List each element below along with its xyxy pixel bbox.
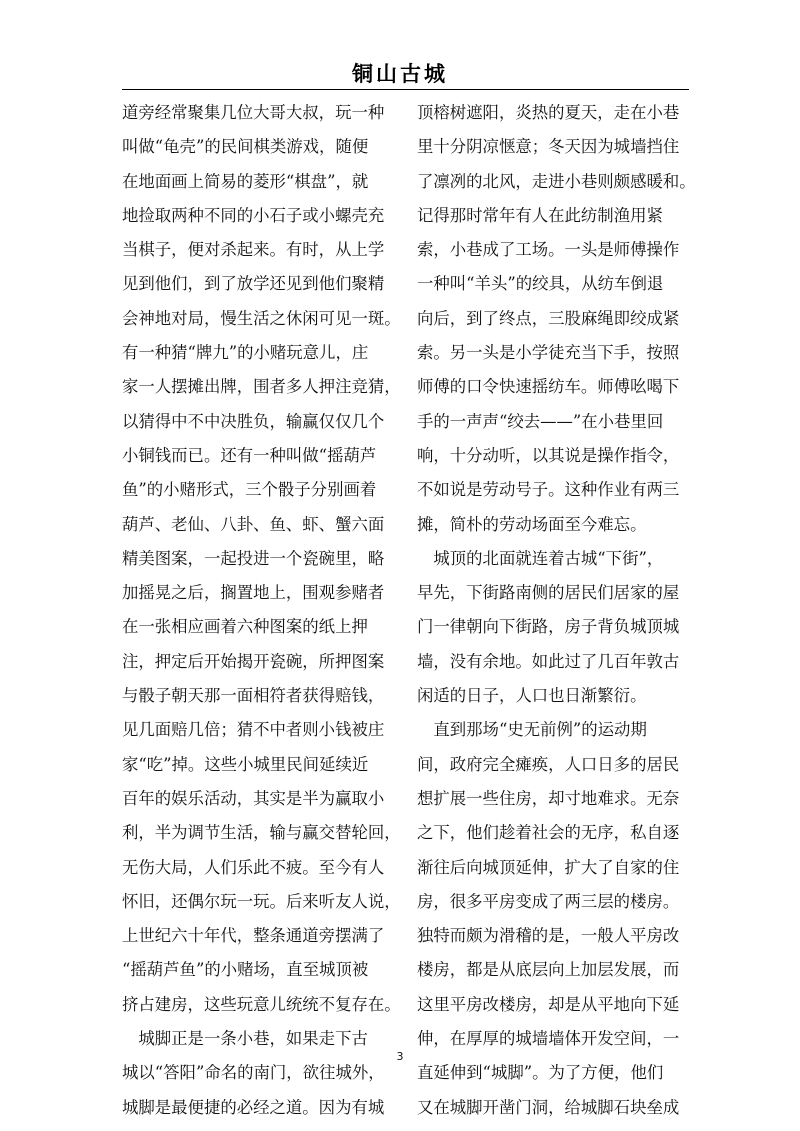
text-line: 见几面赔几倍；猜不中者则小钱被庄 (122, 720, 385, 740)
text-line: 师傅的口令快速摇纺车。师傅吆喝下 (417, 377, 680, 397)
text-line: 索，小巷成了工场。一头是师傅操作 (417, 240, 680, 260)
text-line: 挤占建房，这些玩意儿统统不复存在。 (122, 994, 401, 1014)
text-line: 直到那场“史无前例”的运动期 (417, 720, 647, 740)
text-line: 一种叫“羊头”的绞具，从纺车倒退 (417, 274, 664, 294)
text-line: 上世纪六十年代，整条通道旁摆满了 (122, 926, 385, 946)
text-line: 间，政府完全瘫痪，人口日多的居民 (417, 754, 680, 774)
text-line: 以猜得中不中决胜负，输赢仅仅几个 (122, 411, 385, 431)
text-line: 直延伸到“城脚”。为了方便，他们 (417, 1063, 664, 1083)
text-line: 又在城脚开凿门洞，给城脚石块垒成 (417, 1097, 680, 1117)
text-line: 城以“答阳”命名的南门，欲往城外， (122, 1063, 385, 1083)
text-line: 道旁经常聚集几位大哥大叔，玩一种 (122, 103, 385, 122)
text-line: 响，十分动听，以其说是操作指令， (417, 445, 680, 465)
text-line: “摇葫芦鱼”的小赌场，直至城顶被 (122, 960, 369, 980)
text-line: 独特而颇为滑稽的是，一般人平房改 (417, 926, 680, 946)
text-line: 手的一声声“绞去——”在小巷里回 (417, 411, 664, 431)
text-line: 利，半为调节生活，输与赢交替轮回， (122, 823, 401, 843)
text-line: 伸，在厚厚的城墙墙体开发空间，一 (417, 1029, 680, 1049)
text-line: 这里平房改楼房，却是从平地向下延 (417, 994, 680, 1014)
header-divider (122, 89, 689, 90)
text-line: 楼房，都是从底层向上加层发展，而 (417, 960, 680, 980)
text-line: 与骰子朝天那一面相符者获得赔钱， (122, 686, 385, 706)
text-line: 当棋子，便对杀起来。有时，从上学 (122, 240, 385, 260)
text-line: 不如说是劳动号子。这种作业有两三 (417, 480, 680, 500)
text-line: 城脚是最便捷的必经之道。因为有城 (122, 1097, 385, 1117)
text-line: 里十分阴凉惬意；冬天因为城墙挡住 (417, 137, 680, 157)
text-line: 房，很多平房变成了两三层的楼房。 (417, 891, 680, 911)
text-line: 有一种猜“牌九”的小赌玩意儿，庄 (122, 343, 369, 363)
text-line: 城顶的北面就连着古城“下街”， (417, 548, 664, 568)
text-line: 会神地对局，慢生活之休闲可见一斑。 (122, 308, 401, 328)
text-line: 精美图案，一起投进一个瓷碗里，略 (122, 548, 385, 568)
right-text-column (417, 96, 696, 1125)
text-line: 葫芦、老仙、八卦、鱼、虾、蟹六面 (122, 514, 385, 534)
text-line: 家“吃”掉。这些小城里民间延续近 (122, 754, 369, 774)
text-line: 百年的娱乐活动，其实是半为赢取小 (122, 788, 385, 808)
text-line: 早先，下街路南侧的居民们居家的屋 (417, 583, 680, 603)
text-line: 地捡取两种不同的小石子或小螺壳充 (122, 205, 385, 225)
text-line: 家一人摆摊出牌，围者多人押注竞猜， (122, 377, 401, 397)
text-line: 小铜钱而已。还有一种叫做“摇葫芦 (122, 445, 377, 465)
text-line: 城脚正是一条小巷，如果走下古 (122, 1029, 368, 1049)
page-number: 3 (396, 1050, 404, 1063)
text-line: 见到他们，到了放学还见到他们聚精 (122, 274, 385, 294)
text-line: 闲适的日子，人口也日渐繁衍。 (417, 686, 647, 706)
text-line: 门一律朝向下街路，房子背负城顶城 (417, 617, 680, 637)
text-line: 在地面画上简易的菱形“棋盘”，就 (122, 171, 369, 191)
text-line: 渐往后向城顶延伸，扩大了自家的住 (417, 857, 680, 877)
text-line: 索。另一头是小学徒充当下手，按照 (417, 343, 680, 363)
text-line: 注，押定后开始揭开瓷碗，所押图案 (122, 651, 385, 671)
text-line: 无伤大局，人们乐此不疲。至今有人 (122, 857, 385, 877)
text-line: 摊，简朴的劳动场面至今难忘。 (417, 514, 647, 534)
text-line: 加摇晃之后，搁置地上，围观参赌者 (122, 583, 385, 603)
text-line: 想扩展一些住房，却寸地难求。无奈 (417, 788, 680, 808)
text-line: 顶榕树遮阳，炎热的夏天，走在小巷 (417, 103, 680, 122)
text-line: 了凛冽的北风，走进小巷则颇感暖和。 (417, 171, 696, 191)
text-line: 墙，没有余地。如此过了几百年敦古 (417, 651, 680, 671)
text-line: 在一张相应画着六种图案的纸上押 (122, 617, 368, 637)
left-text-column (122, 96, 401, 1125)
text-line: 叫做“龟壳”的民间棋类游戏，随便 (122, 137, 369, 157)
text-line: 怀旧，还偶尔玩一玩。后来听友人说， (122, 891, 401, 911)
text-line: 鱼”的小赌形式，三个骰子分别画着 (122, 480, 377, 500)
text-line: 向后，到了终点，三股麻绳即绞成紧 (417, 308, 680, 328)
text-line: 之下，他们趁着社会的无序，私自逐 (417, 823, 680, 843)
text-line: 记得那时常年有人在此纺制渔用紧 (417, 205, 663, 225)
running-header-title: 铜山古城 (352, 62, 448, 86)
